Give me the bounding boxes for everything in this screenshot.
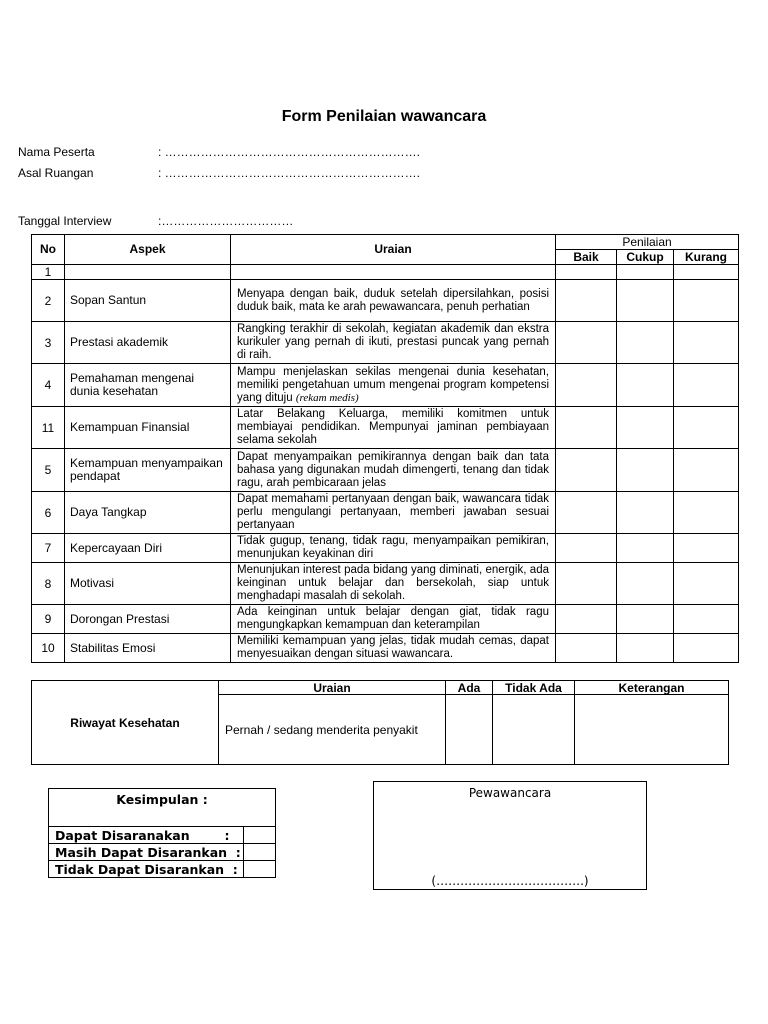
cell-kurang[interactable] (674, 605, 739, 634)
header-kurang: Kurang (674, 250, 739, 265)
cell-kurang[interactable] (674, 563, 739, 605)
riwayat-kesehatan-table (31, 680, 729, 765)
cell-kurang[interactable] (674, 492, 739, 534)
cell-baik[interactable] (556, 534, 617, 563)
row-no: 10 (32, 634, 65, 663)
cell-kurang[interactable] (674, 407, 739, 449)
uraian-text: Mampu menjelaskan sekilas mengenai dunia kesehatan, memiliki pengetahuan umum mengenai program kompetensi yang dituju (237, 365, 549, 404)
cell-kurang[interactable] (674, 265, 739, 280)
riwayat-cell-keterangan[interactable] (575, 695, 729, 765)
field-value: : ………………………………………………………. (158, 145, 421, 159)
cell-kurang[interactable] (674, 634, 739, 663)
pewawancara-box (373, 781, 647, 890)
table-row (32, 265, 739, 280)
row-uraian: Tidak gugup, tenang, tidak ragu, menyampaikan pemikiran, menunjukan keyakinan diri (231, 534, 556, 563)
cell-cukup[interactable] (617, 280, 674, 322)
row-no: 1 (32, 265, 65, 280)
row-uraian (231, 364, 556, 407)
cell-kurang[interactable] (674, 364, 739, 407)
cell-cukup[interactable] (617, 534, 674, 563)
uraian-note: (rekam medis) (295, 391, 359, 404)
row-aspek: Stabilitas Emosi (65, 634, 231, 663)
cell-cukup[interactable] (617, 364, 674, 407)
row-no: 8 (32, 563, 65, 605)
cell-baik[interactable] (556, 364, 617, 407)
cell-baik[interactable] (556, 449, 617, 492)
cell-baik[interactable] (556, 322, 617, 364)
cell-baik[interactable] (556, 634, 617, 663)
cell-baik[interactable] (556, 605, 617, 634)
cell-kurang[interactable] (674, 534, 739, 563)
row-aspek: Kemampuan menyampaikan pendapat (65, 449, 231, 492)
kesimpulan-title: Kesimpulan : (49, 789, 276, 827)
cell-kurang[interactable] (674, 280, 739, 322)
riwayat-cell-ada[interactable] (446, 695, 493, 765)
row-uraian: Rangking terakhir di sekolah, kegiatan akademik dan ekstra kurikuler yang pernah di ikuti, prestasi puncak yang pernah di raih. (231, 322, 556, 364)
cell-cukup[interactable] (617, 605, 674, 634)
riwayat-header-keterangan: Keterangan (575, 681, 729, 695)
row-no: 7 (32, 534, 65, 563)
table-row (32, 322, 739, 364)
field-asal-ruangan (18, 166, 420, 180)
row-aspek: Kemampuan Finansial (65, 407, 231, 449)
row-aspek: Daya Tangkap (65, 492, 231, 534)
row-aspek: Dorongan Prestasi (65, 605, 231, 634)
row-uraian: Dapat memahami pertanyaan dengan baik, wawancara tidak perlu mengulangi pertanyaan, memberi jawaban sesuai pertanyaan (231, 492, 556, 534)
row-aspek: Kepercayaan Diri (65, 534, 231, 563)
row-no: 4 (32, 364, 65, 407)
row-uraian: Memiliki kemampuan yang jelas, tidak mudah cemas, dapat menyesuaikan dengan situasi wawancara. (231, 634, 556, 663)
kesimpulan-checkbox[interactable] (244, 844, 276, 861)
assessment-table (31, 234, 739, 663)
header-penilaian: Penilaian (556, 235, 739, 250)
cell-baik[interactable] (556, 407, 617, 449)
header-no: No (32, 235, 65, 265)
field-value: :…………………………… (158, 214, 294, 228)
header-aspek: Aspek (65, 235, 231, 265)
pewawancara-title: Pewawancara (468, 786, 552, 800)
table-row (32, 364, 739, 407)
cell-kurang[interactable] (674, 449, 739, 492)
row-uraian: Ada keinginan untuk belajar dengan giat, tidak ragu mengungkapkan kemampuan dan keterampilan (231, 605, 556, 634)
cell-baik[interactable] (556, 492, 617, 534)
table-row (32, 605, 739, 634)
riwayat-header-uraian: Uraian (219, 681, 446, 695)
table-row (32, 563, 739, 605)
field-label: Tanggal Interview (18, 214, 112, 228)
row-no: 11 (32, 407, 65, 449)
cell-baik[interactable] (556, 265, 617, 280)
cell-cukup[interactable] (617, 265, 674, 280)
riwayat-header-tidak-ada: Tidak Ada (493, 681, 575, 695)
row-uraian: Menunjukan interest pada bidang yang diminati, energik, ada keinginan untuk belajar dan bersekolah, siap untuk menghadapi masalah di sekolah. (231, 563, 556, 605)
kesimpulan-checkbox[interactable] (244, 827, 276, 844)
row-no: 3 (32, 322, 65, 364)
riwayat-label: Riwayat Kesehatan (32, 681, 219, 765)
row-uraian: Dapat menyampaikan pemikirannya dengan baik dan tata bahasa yang digunakan mudah dimengerti, tenang dan tidak ragu, arah pembicaraan jelas (231, 449, 556, 492)
row-uraian: Latar Belakang Keluarga, memiliki komitmen untuk membiayai pendidikan. Mempunyai jaminan pembiayaan selama sekolah (231, 407, 556, 449)
cell-baik[interactable] (556, 563, 617, 605)
cell-kurang[interactable] (674, 322, 739, 364)
kesimpulan-option: Dapat Disaranakan : (49, 827, 244, 844)
riwayat-cell-tidak-ada[interactable] (493, 695, 575, 765)
kesimpulan-option: Tidak Dapat Disarankan : (49, 861, 244, 878)
row-aspek: Prestasi akademik (65, 322, 231, 364)
cell-cukup[interactable] (617, 492, 674, 534)
row-aspek: Sopan Santun (65, 280, 231, 322)
row-aspek: Motivasi (65, 563, 231, 605)
header-cukup: Cukup (617, 250, 674, 265)
kesimpulan-checkbox[interactable] (244, 861, 276, 878)
row-aspek (65, 265, 231, 280)
riwayat-uraian: Pernah / sedang menderita penyakit (219, 695, 446, 765)
cell-cukup[interactable] (617, 634, 674, 663)
table-row (32, 534, 739, 563)
field-tanggal-interview (18, 214, 293, 228)
cell-baik[interactable] (556, 280, 617, 322)
table-row (32, 407, 739, 449)
field-value: : ………………………………………………………. (158, 166, 421, 180)
field-label: Nama Peserta (18, 145, 95, 159)
table-row (32, 492, 739, 534)
row-no: 6 (32, 492, 65, 534)
table-row (32, 449, 739, 492)
header-baik: Baik (556, 250, 617, 265)
field-label: Asal Ruangan (18, 166, 94, 180)
kesimpulan-option: Masih Dapat Disarankan : (49, 844, 244, 861)
header-uraian: Uraian (231, 235, 556, 265)
table-row (32, 280, 739, 322)
cell-cukup[interactable] (617, 322, 674, 364)
riwayat-header-ada: Ada (446, 681, 493, 695)
row-uraian: Menyapa dengan baik, duduk setelah dipersilahkan, posisi duduk baik, mata ke arah pewawancara, penuh perhatian (231, 280, 556, 322)
row-no: 5 (32, 449, 65, 492)
row-no: 2 (32, 280, 65, 322)
row-aspek: Pemahaman mengenai dunia kesehatan (65, 364, 231, 407)
cell-cukup[interactable] (617, 449, 674, 492)
cell-cukup[interactable] (617, 563, 674, 605)
form-title: Form Penilaian wawancara (281, 108, 487, 125)
row-no: 9 (32, 605, 65, 634)
table-row (32, 634, 739, 663)
pewawancara-signature: (……………………………….) (431, 874, 589, 888)
field-nama-peserta (18, 145, 420, 159)
kesimpulan-box (48, 788, 276, 878)
row-uraian (231, 265, 556, 280)
cell-cukup[interactable] (617, 407, 674, 449)
